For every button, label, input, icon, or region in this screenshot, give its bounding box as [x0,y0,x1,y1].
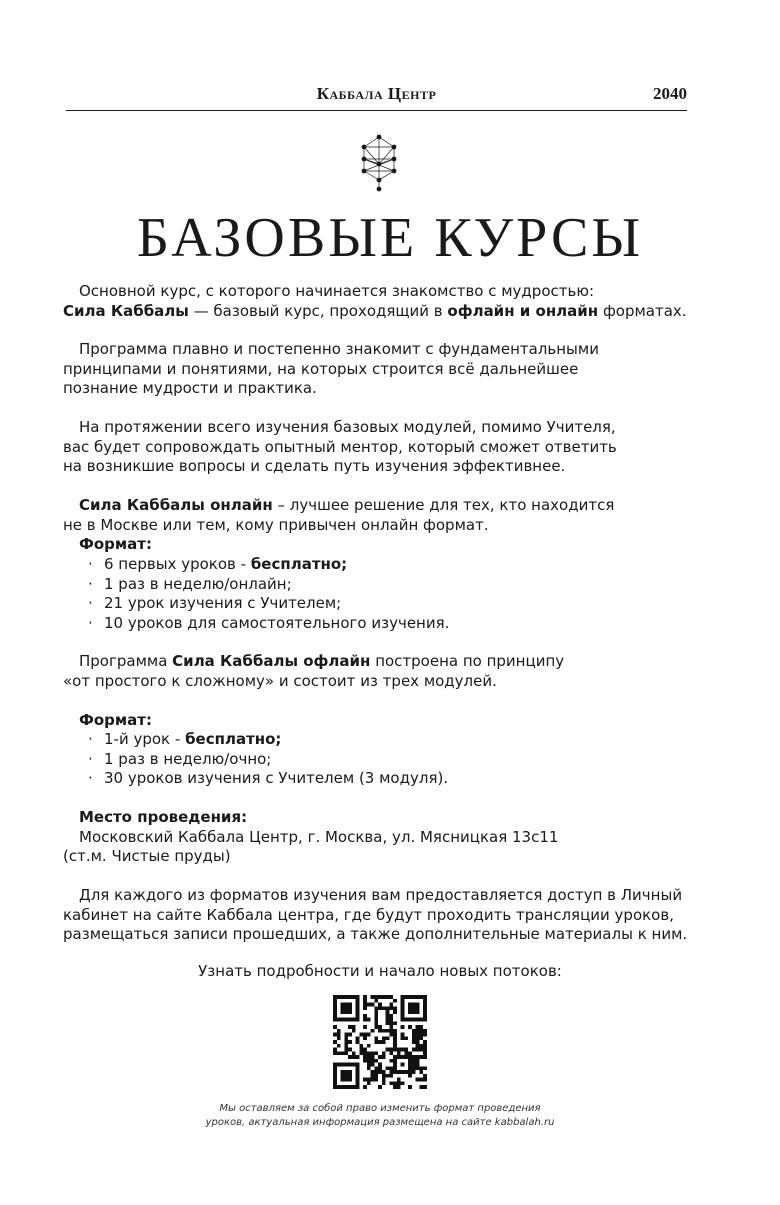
format-label: Формат: [79,711,152,729]
list-item: · 6 первых уроков - бесплатно; [88,555,348,573]
list-item: · 1-й урок - бесплатно; [88,730,282,748]
online-line-2: не в Москве или тем, кому привычен онлайн формат. [63,515,489,534]
list-item-text: 10 уроков для самостоятельного изучения. [104,613,450,632]
offline-course-name: Сила Каббалы офлайн [172,652,371,670]
online-line-1 [63,496,614,516]
disclaimer-line-1: Мы оставляем за собой право изменить формат проведения [219,1103,541,1114]
list-item-text: 21 урок изучения с Учителем; [104,594,342,612]
account-line-1: Для каждого из форматов изучения вам предоставляется доступ в Личный [79,886,683,904]
account-paragraph [63,886,687,945]
offline-format-list [88,730,448,789]
list-item-text: 1 раз в неделю/очно; [104,749,272,768]
intro-line-1: Основной курс, с которого начинается знакомство с мудростью: [79,282,595,300]
offline-line-2: «от простого к сложному» и состоит из трех модулей. [63,671,497,690]
program-paragraph [63,340,599,399]
list-item-text: 6 первых уроков - [104,555,251,573]
brand-name: Каббала Центр [316,84,437,103]
course-name: Сила Каббалы [63,301,189,320]
online-section [63,496,614,555]
list-item: · 10 уроков для самостоятельного изучения. [88,613,450,632]
online-format-list [88,555,449,633]
offline-section [63,652,564,691]
mentor-line-3: на возникшие вопросы и сделать путь изучения эффективнее. [63,457,566,475]
offline-format-label [63,711,152,731]
list-item: · 21 урок изучения с Учителем; [88,594,342,612]
program-line-1: Программа плавно и постепенно знакомит с фундаментальными [79,340,599,358]
venue-section [63,808,558,867]
list-item-text: 30 уроков изучения с Учителем (3 модуля). [104,769,449,787]
list-item-text: 1-й урок - [104,730,186,748]
mentor-line-1: На протяжении всего изучения базовых модулей, помимо Учителя, [79,418,616,436]
list-item-bold: бесплатно; [250,555,348,573]
list-item: · 1 раз в неделю/онлайн; [88,574,292,593]
mentor-paragraph [63,418,617,477]
venue-address: Московский Каббала Центр, г. Москва, ул. Мясницкая 13с11 [79,827,559,846]
online-format-label [63,535,614,555]
list-item-text: 1 раз в неделю/онлайн; [104,574,292,593]
venue-label-text: Место проведения: [79,808,248,826]
page-header [66,82,687,111]
format-highlight: офлайн и онлайн [447,301,599,320]
disclaimer-line-2: уроков, актуальная информация размещена на сайте kabbalah.ru [205,1117,555,1128]
page-title: БАЗОВЫЕ КУРСЫ [136,207,644,269]
mentor-line-2: вас будет сопровождать опытный ментор, который сможет ответить [63,437,617,456]
format-label: Формат: [79,535,152,553]
details-caption: Узнать подробности и начало новых потоков: [198,962,562,980]
account-line-2: кабинет на сайте Каббала центра, где будут проходить трансляции уроков, [63,905,674,924]
intro-line-2 [63,302,687,322]
offline-text-end: построена по принципу [370,652,565,670]
venue-label [63,808,558,828]
offline-line-1 [63,652,564,672]
program-line-3: познание мудрости и практика. [63,379,317,397]
venue-metro: (ст.м. Чистые пруды) [63,847,231,865]
list-item-bold: бесплатно; [185,730,282,748]
page-number: 2040 [653,84,687,103]
qr-code[interactable] [333,995,427,1089]
intro-paragraph [63,282,687,321]
offline-format [63,711,152,731]
disclaimer [0,1102,760,1130]
intro-text-end: форматах. [598,301,687,320]
online-course-name: Сила Каббалы онлайн [79,496,273,514]
list-item: · 30 уроков изучения с Учителем (3 модуля). [88,769,449,787]
offline-text: Программа [79,652,173,670]
list-item: · 1 раз в неделю/очно; [88,749,272,768]
account-line-3: размещаться записи прошедших, а также дополнительные материалы к ним. [63,925,688,943]
program-line-2: принципами и понятиями, на которых строится всё дальнейшее [63,359,579,378]
intro-text: — базовый курс, проходящий в [188,301,448,320]
tree-of-life-icon [356,133,402,195]
online-text: – лучшее решение для тех, кто находится [272,496,615,514]
